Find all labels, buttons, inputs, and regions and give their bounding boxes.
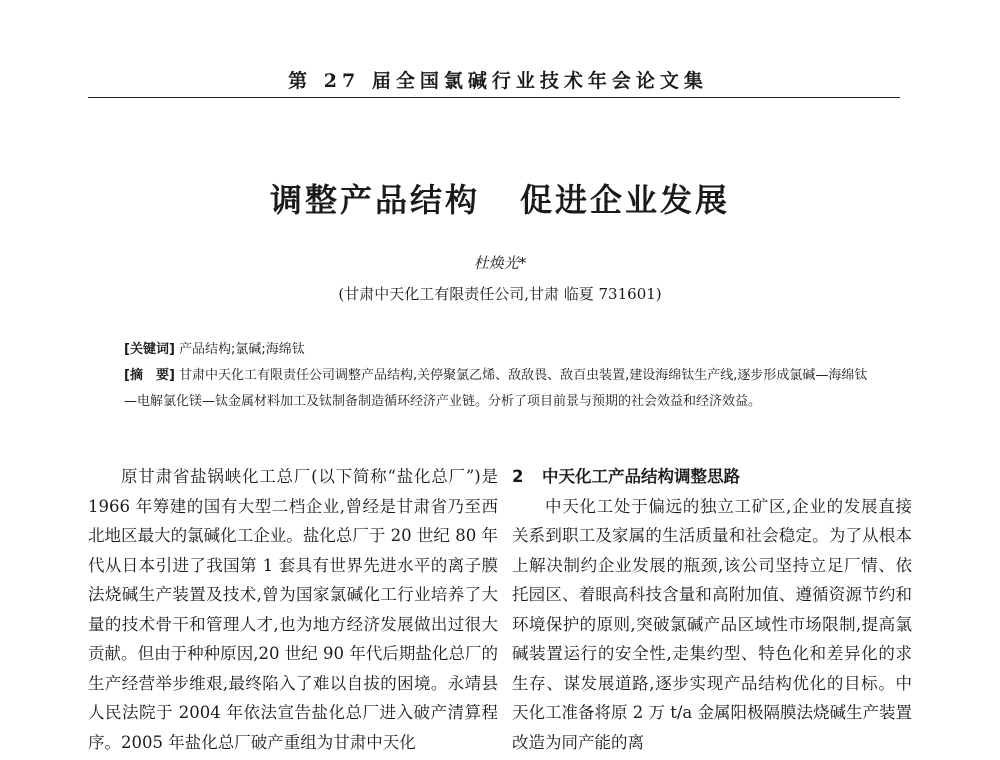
header-rule [88,97,900,98]
section-2-title: 中天化工产品结构调整思路 [542,467,740,486]
author-affiliation: (甘肃中天化工有限责任公司,甘肃 临夏 731601) [338,285,662,303]
keywords-text: 产品结构;氯碱;海绵钛 [179,342,305,357]
keywords-line [124,337,876,363]
body-column-right [512,462,912,757]
article-title-part-2: 促进企业发展 [520,181,731,219]
section-2-paragraph: 中天化工处于偏远的独立工矿区,企业的发展直接关系到职工及家属的生活质量和社会稳定。为了从根本上解决制约企业发展的瓶颈,该公司坚持立足厂情、依托园区、着眼高科技含量和高附加值、遵循资源节约和环境保护的原则,突破氯碱产品区域性市场限制,提高氯碱装置运行的安全性,走集约型、特色化和差异化的求生存、谋发展道路,逐步实现产品结构优化的目标。中天化工准备将原 2 万 t/a 金属阳极隔膜法烧碱生产装置改造为同产能的离 [512,496,913,752]
running-header: 第 27 届全国氯碱行业技术年会论文集 [288,70,708,92]
abstract-block [124,337,876,415]
author-name: 杜焕光* [473,254,527,272]
keywords-label: [关键词] [124,342,175,357]
section-2-heading [512,462,912,492]
abstract-line [124,363,876,415]
body-column-left [88,462,498,757]
abstract-text: 甘肃中天化工有限责任公司调整产品结构,关停聚氯乙烯、敌敌畏、敌百虫装置,建设海绵钛生产线,逐步形成氯碱—海绵钛—电解氯化镁—钛金属材料加工及钛制备制造循环经济产业链。分析了项目前景与预期的社会效益和经济效益。 [124,368,868,409]
article-title [0,175,1000,221]
intro-paragraph: 原甘肃省盐锅峡化工总厂(以下简称“盐化总厂”)是 1966 年筹建的国有大型二档企业,曾经是甘肃省乃至西北地区最大的氯碱化工企业。盐化总厂于 20 世纪 80 年代从日本引进了我国第 1 套具有世界先进水平的离子膜法烧碱生产装置及技术,曾为国家氯碱化工行业培养了大量的技术骨干和管理人才,也为地方经济发展做出过很大贡献。但由于种种原因,20 世纪 90 年代后期盐化总厂的生产经营举步维艰,最终陷入了难以自拔的困境。永靖县人民法院于 2004 年依法宣告盐化总厂进入破产清算程序。2005 年盐化总厂破产重组为甘肃中天化 [88,467,498,752]
article-title-part-1: 调整产品结构 [269,181,480,219]
section-2-number: 2 [512,467,524,486]
abstract-label: [摘 要] [124,368,175,383]
